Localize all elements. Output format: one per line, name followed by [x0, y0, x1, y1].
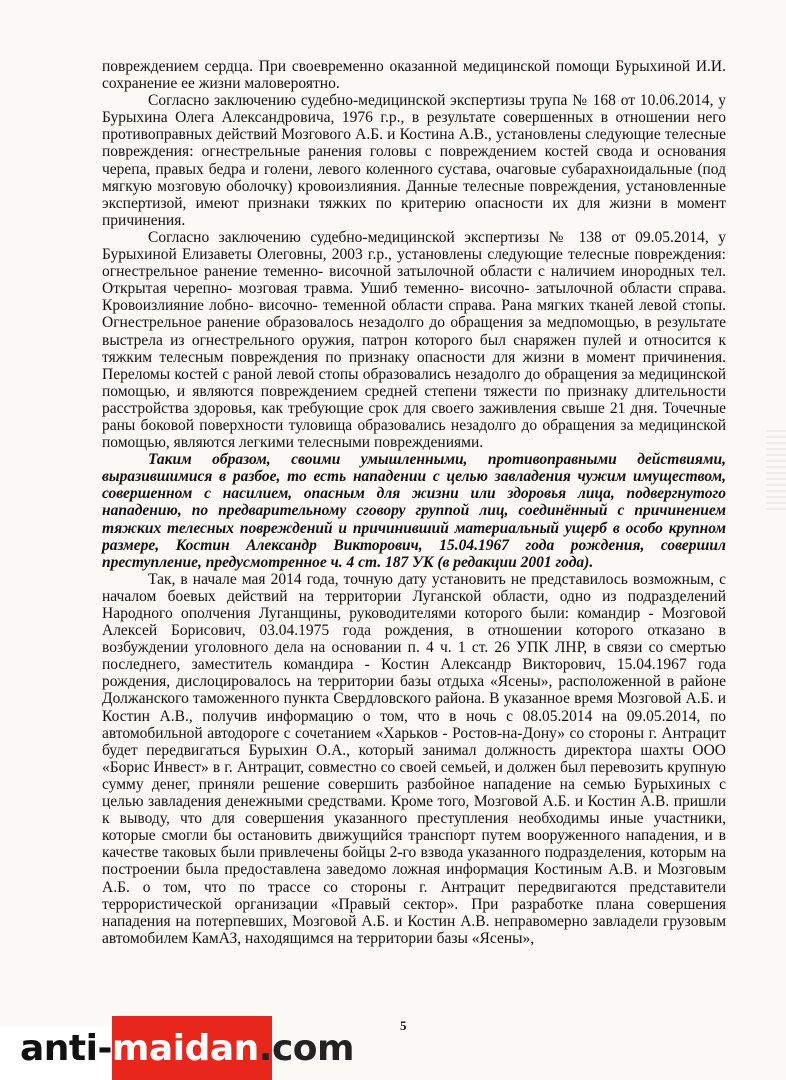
scan-edge-noise — [766, 430, 786, 510]
paragraph-conclusion: Таким образом, своими умышленными, противоправными действиями, выразившимися в разбое, то есть нападении с целью завладения чужим имуществом, совершенном с насилием, опасным для жизни или здоровья лица, подвергнутого нападению, по предварительному сговору группой лиц, соединённый с причинением тяжких телесных повреждений и причинивший материальный ущерб в особо крупном размере, Костин Александр Викторович, 15.04.1967 года рождения, совершил преступление, предусмотренное ч. 4 ст. 187 УК (в редакции 2001 года). — [102, 451, 726, 571]
watermark-text — [20, 1026, 354, 1072]
paragraph-5: Так, в начале мая 2014 года, точную дату установить не представилось возможным, с началом боевых действий на территории Луганской области, одно из подразделений Народного ополчения Луганщины, руководителями которого были: командир - Мозговой Алексей Борисович, 03.04.1975 года рождения, в отношении которого отказано в возбуждении уголовного дела на основании п. 4 ч. 1 ст. 26 УПК ЛНР, в связи со смертью последнего, заместитель командира - Костин Александр Викторович, 15.04.1967 года рождения, дислоцировалось на территории базы отдыха «Ясены», расположенной в районе Должанского таможенного пункта Свердловского района. В указанное время Мозговой А.Б. и Костин А.В., получив информацию о том, что в ночь с 08.05.2014 на 09.05.2014, по автомобильной автодороге с сочетанием «Харьков - Ростов-на-Дону» со стороны г. Антрацит будет передвигаться Бурыхин О.А., который занимал должность директора шахты ООО «Борис Инвест» в г. Антрацит, совместно со своей семьей, и должен был перевозить крупную сумму денег, приняли решение совершить разбойное нападение на семью Бурыхиных с целью завладения денежными средствами. Кроме того, Мозговой А.Б. и Костин А.В. пришли к выводу, что для совершения указанного преступления необходимы иные участники, которые смогли бы остановить движущийся транспорт путем вооруженного нападения, и в качестве таковых были привлечены бойцы 2-го взвода указанного подразделения, которым на построении была предоставлена заведомо ложная информация Костиным А.В. и Мозговым А.Б. о том, что по трассе со стороны г. Антрацит передвигаются представители террористической организации «Правый сектор». При разработке плана совершения нападения на потерпевших, Мозговой А.Б. и Костин А.В. неправомерно завладели грузовым автомобилем КамАЗ, находящимся на территории базы «Ясены», — [102, 570, 726, 947]
paragraph-1: повреждением сердца. При своевременно оказанной медицинской помощи Бурыхиной И.И. сохранение ее жизни маловероятно. — [102, 58, 726, 93]
watermark-logo — [0, 1012, 400, 1080]
watermark-part-anti: anti- — [20, 1028, 112, 1069]
document-body — [102, 58, 726, 947]
watermark-part-com: .com — [258, 1028, 355, 1069]
paragraph-2: Согласно заключению судебно-медицинской экспертизы трупа № 168 от 10.06.2014, у Бурыхина Олега Александровича, 1976 г.р., в результате совершенных в отношении него противоправных действий Мозгового А.Б. и Костина А.В., установлены следующие телесные повреждения: огнестрельные ранения головы с повреждением костей свода и основания черепа, правых бедра и голени, левого коленного сустава, очаговые субарахноидальные (под мягкую мозговую оболочку) кровоизлияния. Данные телесные повреждения, установленные экспертизой, имеют признаки тяжких по критерию опасности их для жизни в момент причинения. — [102, 92, 726, 229]
watermark-part-maidan: maidan — [111, 1028, 259, 1069]
page-number: 5 — [400, 1018, 407, 1033]
paragraph-3: Согласно заключению судебно-медицинской экспертизы № 138 от 09.05.2014, у Бурыхиной Елизаветы Олеговны, 2003 г.р., установлены следующие телесные повреждения: огнестрельное ранение теменно- височной затылочной области с наличием инородных тел. Открытая черепно- мозговая травма. Ушиб теменно- височно- затылочной области справа. Кровоизлияние лобно- височно- теменной области справа. Рана мягких тканей левой стопы. Огнестрельное ранение образовалось незадолго до обращения за медпомощью, в результате выстрела из огнестрельного оружия, патрон которого был снаряжен пулей и относится к тяжким телесным повреждения по признаку опасности для жизни в момент причинения. Переломы костей с раной левой стопы образовались незадолго до обращения за медицинской помощью, и являются повреждением средней степени тяжести по признаку длительности расстройства здоровья, как требующие срок для своего заживления свыше 21 дня. Точечные раны боковой поверхности туловища образовались незадолго до обращения за медицинской помощью, являются легкими телесными повреждениями. — [102, 228, 726, 452]
